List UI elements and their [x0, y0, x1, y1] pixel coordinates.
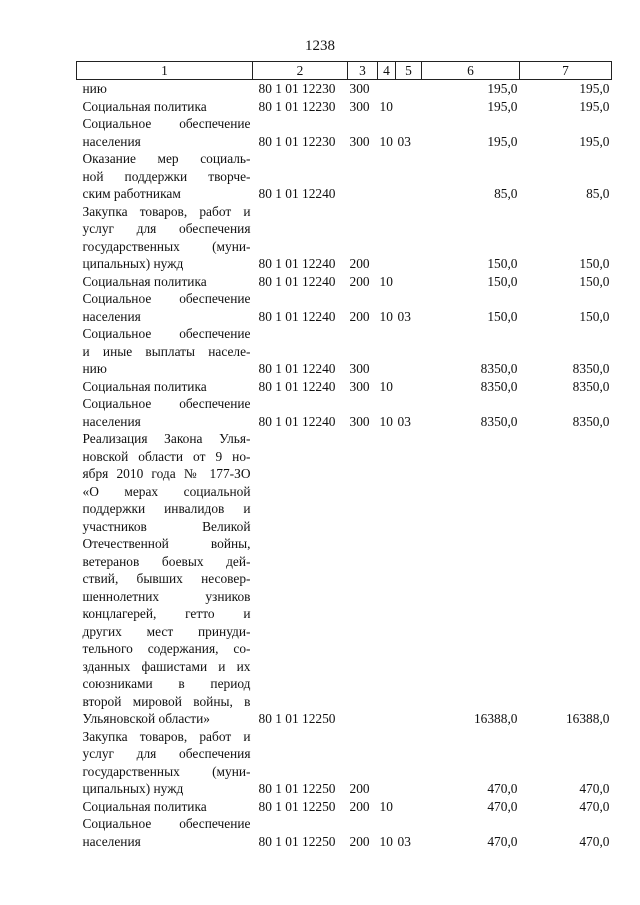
row-amount-2: 150,0	[579, 308, 610, 324]
column-header-code: 2	[253, 62, 348, 80]
row-expense-type: 300	[349, 133, 370, 149]
row-expense-type: 200	[349, 273, 370, 289]
row-description	[77, 80, 253, 98]
table-row	[77, 395, 612, 430]
row-description	[77, 290, 253, 325]
row-description	[77, 150, 253, 203]
row-amount-2: 150,0	[579, 256, 610, 271]
row-subsection	[396, 98, 422, 116]
column-header-description: 1	[77, 62, 253, 80]
column-header-subsection: 5	[396, 62, 422, 80]
description-line: поддержки инвалидов и	[82, 501, 251, 516]
row-code: 80 1 01 12240	[258, 378, 336, 394]
description-line: государственных (муни-	[82, 238, 251, 254]
description-line: ским работникам	[82, 186, 181, 201]
description-line: нию	[82, 81, 107, 96]
row-description	[77, 203, 253, 273]
description-line: Социальная политика	[82, 98, 207, 114]
row-subsection: 03	[397, 308, 411, 324]
row-expense-type: 300	[349, 361, 370, 376]
row-expense-type: 200	[349, 781, 370, 796]
description-line: концлагерей, гетто и	[82, 606, 251, 621]
row-amount-2: 8350,0	[572, 378, 610, 394]
description-line: населения	[82, 413, 141, 429]
row-expense-type: 300	[349, 378, 370, 394]
row-amount-1: 8350,0	[480, 413, 518, 429]
row-amount-1: 150,0	[487, 308, 518, 324]
description-line: Социальная политика	[82, 273, 207, 289]
description-line: Оказание мер социаль-	[82, 151, 251, 166]
row-section: 10	[379, 308, 393, 324]
row-code: 80 1 01 12240	[258, 308, 336, 324]
row-code: 80 1 01 12240	[258, 361, 336, 376]
row-amount-1: 195,0	[487, 81, 518, 96]
row-amount-2: 470,0	[579, 798, 610, 814]
row-subsection	[396, 798, 422, 816]
row-section: 10	[379, 133, 393, 149]
row-code: 80 1 01 12250	[258, 833, 336, 849]
page-number: 1238	[305, 38, 335, 54]
table-row	[77, 378, 612, 396]
row-amount-2: 195,0	[579, 98, 610, 114]
row-section	[378, 203, 396, 273]
table-row	[77, 98, 612, 116]
row-amount-1: 195,0	[487, 133, 518, 149]
row-amount-1: 8350,0	[480, 378, 518, 394]
row-section: 10	[379, 798, 393, 814]
description-line: Реализация Закона Улья-	[82, 431, 251, 446]
table-body	[77, 80, 612, 851]
row-subsection	[396, 80, 422, 98]
description-line: ципальных) нужд	[82, 256, 184, 271]
table-row	[77, 815, 612, 850]
row-description	[77, 430, 253, 728]
description-line: «О мерах социальной	[82, 483, 251, 499]
table-row	[77, 80, 612, 98]
row-amount-1: 85,0	[494, 186, 518, 201]
row-subsection	[396, 728, 422, 798]
row-code: 80 1 01 12230	[258, 133, 336, 149]
row-expense-type: 200	[349, 256, 370, 271]
description-line: услуг для обеспечения	[82, 746, 251, 761]
row-amount-2: 8350,0	[572, 361, 610, 376]
row-amount-1: 16388,0	[473, 711, 518, 726]
row-section	[378, 325, 396, 378]
row-expense-type	[348, 150, 378, 203]
row-expense-type: 200	[349, 833, 370, 849]
row-section	[378, 728, 396, 798]
row-description	[77, 98, 253, 116]
description-line: и иные выплаты населе-	[82, 343, 251, 359]
row-amount-2: 8350,0	[572, 413, 610, 429]
description-line: населения	[82, 308, 141, 324]
row-subsection	[396, 150, 422, 203]
row-code: 80 1 01 12250	[258, 798, 336, 814]
row-subsection	[396, 273, 422, 291]
row-section	[378, 80, 396, 98]
header-row	[77, 62, 612, 80]
description-line: новской области от 9 но-	[82, 448, 251, 464]
row-amount-2: 470,0	[579, 781, 610, 796]
row-code: 80 1 01 12240	[258, 256, 336, 271]
row-subsection	[396, 378, 422, 396]
description-line: Закупка товаров, работ и	[82, 203, 251, 219]
description-line: зданных фашистами и их	[82, 658, 251, 674]
description-line: государственных (муни-	[82, 763, 251, 779]
row-amount-2: 470,0	[579, 833, 610, 849]
description-line: второй мировой войны, в	[82, 693, 251, 709]
row-subsection	[396, 325, 422, 378]
row-section: 10	[379, 273, 393, 289]
description-line: Социальная политика	[82, 798, 207, 814]
row-subsection: 03	[397, 133, 411, 149]
row-subsection: 03	[397, 413, 411, 429]
description-line: ствий, бывших несовер-	[82, 571, 251, 586]
description-line: Социальное обеспечение	[82, 816, 251, 831]
description-line: шеннолетних узников	[82, 588, 251, 604]
row-section: 10	[379, 413, 393, 429]
row-expense-type: 300	[349, 98, 370, 114]
table-row	[77, 798, 612, 816]
description-line: Социальное обеспечение	[82, 326, 251, 341]
row-amount-2: 16388,0	[565, 711, 610, 726]
row-expense-type: 200	[349, 798, 370, 814]
row-description	[77, 325, 253, 378]
row-section: 10	[379, 833, 393, 849]
row-code: 80 1 01 12250	[258, 781, 336, 796]
table-row	[77, 728, 612, 798]
table-row	[77, 325, 612, 378]
row-expense-type: 300	[349, 413, 370, 429]
row-subsection: 03	[397, 833, 411, 849]
description-line: населения	[82, 833, 141, 849]
row-expense-type	[348, 430, 378, 728]
row-description	[77, 378, 253, 396]
row-description	[77, 273, 253, 291]
description-line: тельного содержания, со-	[82, 641, 251, 656]
description-line: населения	[82, 133, 141, 149]
table-row	[77, 203, 612, 273]
column-header-amount-1: 6	[422, 62, 520, 80]
description-line: ципальных) нужд	[82, 781, 184, 796]
description-line: других мест принуди-	[82, 623, 251, 639]
row-amount-1: 470,0	[487, 798, 518, 814]
row-amount-1: 150,0	[487, 273, 518, 289]
row-section: 10	[379, 378, 393, 394]
row-code: 80 1 01 12240	[258, 413, 336, 429]
row-code: 80 1 01 12230	[258, 81, 336, 96]
row-subsection	[396, 430, 422, 728]
description-line: ветеранов боевых дей-	[82, 553, 251, 569]
column-header-section: 4	[378, 62, 396, 80]
description-line: Ульяновской области»	[82, 711, 210, 726]
row-description	[77, 798, 253, 816]
row-section	[378, 150, 396, 203]
row-amount-2: 195,0	[579, 81, 610, 96]
row-description	[77, 395, 253, 430]
description-line: нию	[82, 361, 107, 376]
row-subsection	[396, 203, 422, 273]
column-header-amount-2: 7	[520, 62, 612, 80]
row-description	[77, 815, 253, 850]
row-code: 80 1 01 12240	[258, 273, 336, 289]
row-code: 80 1 01 12240	[258, 186, 336, 201]
row-description	[77, 728, 253, 798]
table-row	[77, 273, 612, 291]
description-line: Социальное обеспечение	[82, 291, 251, 306]
row-section: 10	[379, 98, 393, 114]
row-amount-1: 150,0	[487, 256, 518, 271]
description-line: Отечественной войны,	[82, 536, 251, 551]
row-code: 80 1 01 12250	[258, 711, 336, 726]
description-line: Социальная политика	[82, 378, 207, 394]
budget-table	[76, 61, 612, 850]
row-amount-2: 85,0	[586, 186, 610, 201]
row-amount-1: 470,0	[487, 833, 518, 849]
row-description	[77, 115, 253, 150]
row-amount-2: 195,0	[579, 133, 610, 149]
row-section	[378, 430, 396, 728]
row-amount-1: 8350,0	[480, 361, 518, 376]
description-line: ября 2010 года № 177-ЗО	[82, 466, 251, 481]
description-line: ной поддержки творче-	[82, 168, 251, 184]
description-line: союзниками в период	[82, 676, 251, 691]
row-expense-type: 300	[349, 81, 370, 96]
description-line: услуг для обеспечения	[82, 221, 251, 236]
description-line: участников Великой	[82, 518, 251, 534]
column-header-expense-type: 3	[348, 62, 378, 80]
row-amount-1: 195,0	[487, 98, 518, 114]
row-expense-type: 200	[349, 308, 370, 324]
table-row	[77, 150, 612, 203]
row-amount-1: 470,0	[487, 781, 518, 796]
description-line: Социальное обеспечение	[82, 396, 251, 411]
description-line: Социальное обеспечение	[82, 116, 251, 131]
table-row	[77, 430, 612, 728]
row-code: 80 1 01 12230	[258, 98, 336, 114]
table-row	[77, 290, 612, 325]
description-line: Закупка товаров, работ и	[82, 728, 251, 744]
table-row	[77, 115, 612, 150]
row-amount-2: 150,0	[579, 273, 610, 289]
